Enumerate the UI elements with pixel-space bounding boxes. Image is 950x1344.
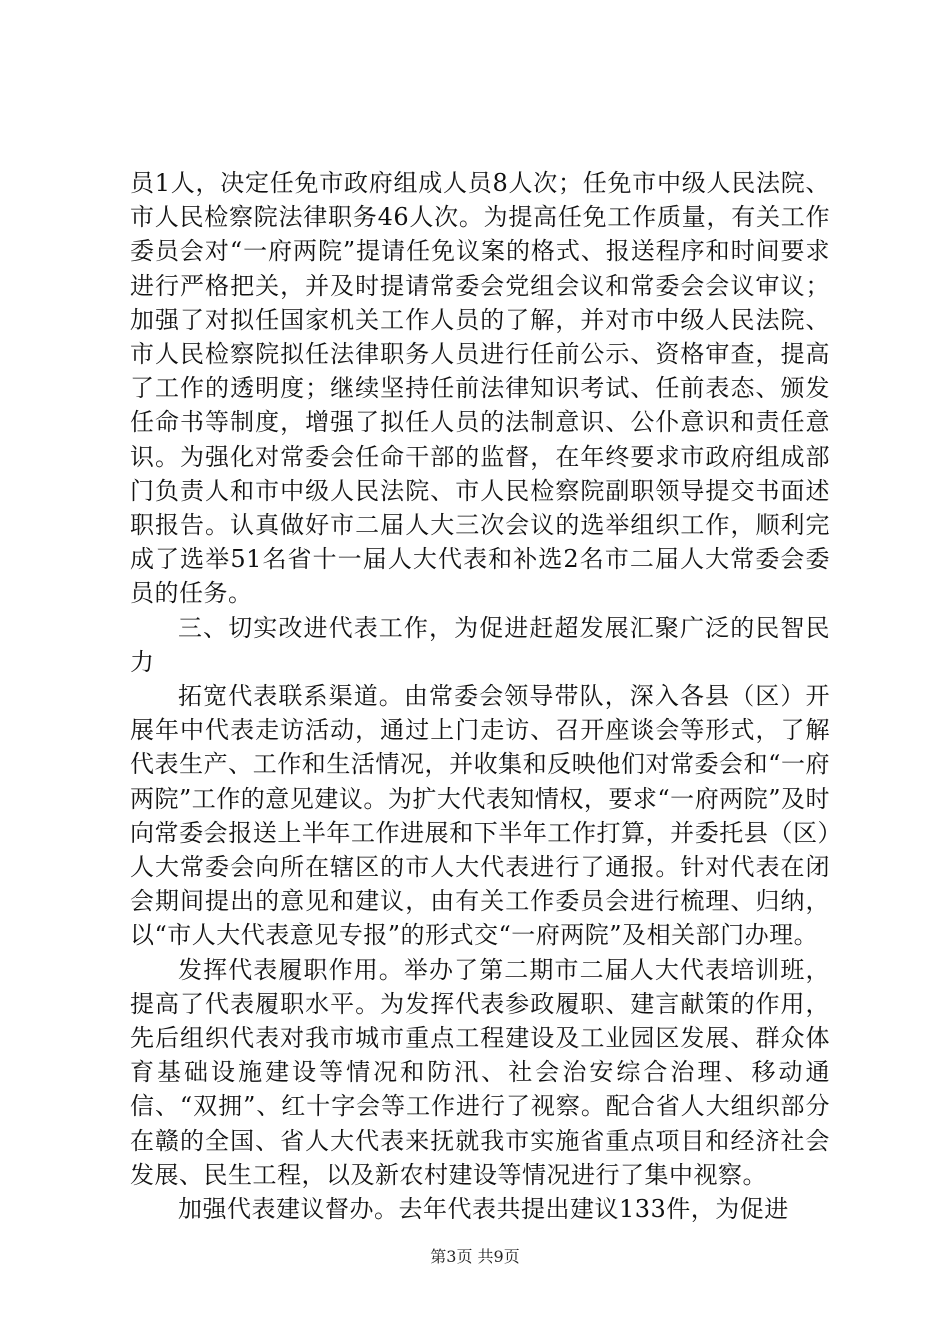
paragraph-2: 拓宽代表联系渠道。由常委会领导带队，深入各县（区）开展年中代表走访活动，通过上门走访、召开座谈会等形式，了解代表生产、工作和生活情况，并收集和反映他们对常委会和“一府两院”工作的意见建议。为扩大代表知情权，要求“一府两院”及时向常委会报送上半年工作进展和下半年工作打算，并委托县（区）人大常委会向所在辖区的市人大代表进行了通报。针对代表在闭会期间提出的意见和建议，由有关工作委员会进行梳理、归纳，以“市人大代表意见专报”的形式交“一府两院”及相关部门办理。 xyxy=(130,682,830,950)
body-text xyxy=(130,166,830,1226)
paragraph-3: 发挥代表履职作用。举办了第二期市二届人大代表培训班，提高了代表履职水平。为发挥代表参政履职、建言献策的作用，先后组织代表对我市城市重点工程建设及工业园区发展、群众体育基础设施建设等情况和防汛、社会治安综合治理、移动通信、“双拥”、红十字会等工作进行了视察。配合省人大组织部分在赣的全国、省人大代表来抚就我市实施省重点项目和经济社会发展、民生工程，以及新农村建设等情况进行了集中视察。 xyxy=(130,955,830,1189)
section-heading-3: 三、切实改进代表工作，为促进赶超发展汇聚广泛的民智民力 xyxy=(130,613,830,676)
paragraph-4: 加强代表建议督办。去年代表共提出建议133件，为促进 xyxy=(178,1195,789,1224)
page-footer: 第3页 共9页 xyxy=(430,1247,520,1266)
paragraph-1: 员1人，决定任免市政府组成人员8人次；任免市中级人民法院、市人民检察院法律职务46人次。为提高任免工作质量，有关工作委员会对“一府两院”提请任免议案的格式、报送程序和时间要求进行严格把关，并及时提请常委会党组会议和常委会会议审议；加强了对拟任国家机关工作人员的了解，并对市中级人民法院、市人民检察院拟任法律职务人员进行任前公示、资格审查，提高了工作的透明度；继续坚持任前法律知识考试、任前表态、颁发任命书等制度，增强了拟任人员的法制意识、公仆意识和责任意识。为强化对常委会任命干部的监督，在年终要求市政府组成部门负责人和市中级人民法院、市人民检察院副职领导提交书面述职报告。认真做好市二届人大三次会议的选举组织工作，顺利完成了选举51名省十一届人大代表和补选2名市二届人大常委会委员的任务。 xyxy=(130,169,830,608)
